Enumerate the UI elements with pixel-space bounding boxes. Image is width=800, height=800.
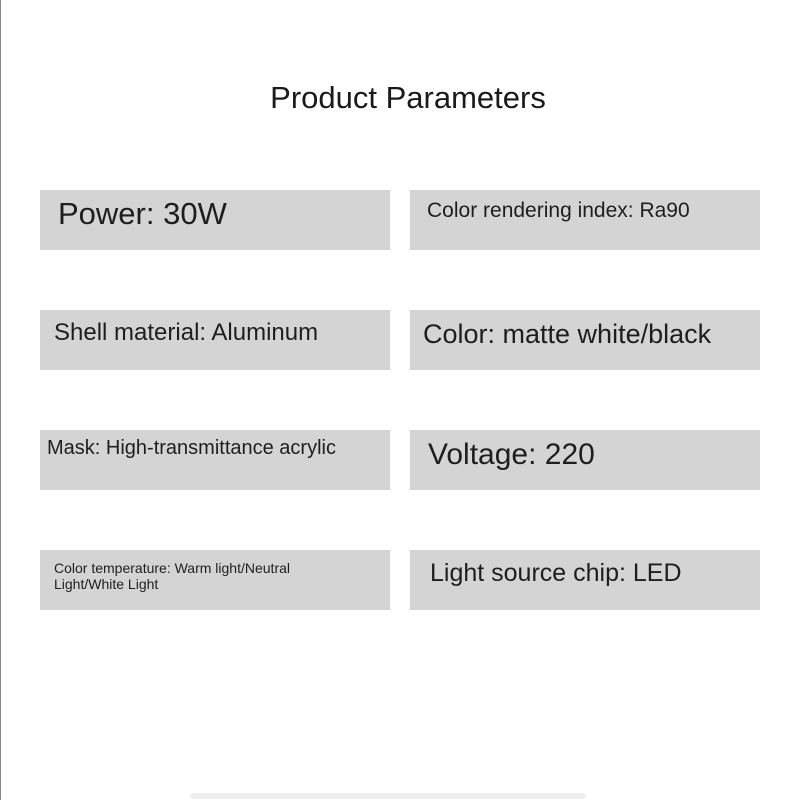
param-light-source-chip-text: Light source chip: LED bbox=[430, 559, 682, 587]
page-title: Product Parameters bbox=[270, 80, 546, 115]
param-mask-text: Mask: High-transmittance acrylic bbox=[47, 437, 336, 459]
param-light-source-chip bbox=[410, 550, 760, 610]
param-power bbox=[40, 190, 390, 250]
param-mask bbox=[40, 430, 390, 490]
param-color-text: Color: matte white/black bbox=[423, 319, 712, 349]
page-left-border bbox=[0, 0, 1, 800]
param-shell-material-text: Shell material: Aluminum bbox=[54, 319, 319, 346]
param-color-rendering-index bbox=[410, 190, 760, 250]
param-cri-text: Color rendering index: Ra90 bbox=[427, 199, 690, 222]
param-voltage bbox=[410, 430, 760, 490]
param-color-temperature-text: Color temperature: Warm light/Neutral Light/White Light bbox=[54, 560, 291, 592]
param-power-text: Power: 30W bbox=[58, 196, 227, 231]
param-voltage-text: Voltage: 220 bbox=[428, 438, 595, 471]
param-color bbox=[410, 310, 760, 370]
param-color-temperature bbox=[40, 550, 390, 610]
param-shell-material bbox=[40, 310, 390, 370]
bottom-divider bbox=[190, 793, 586, 799]
